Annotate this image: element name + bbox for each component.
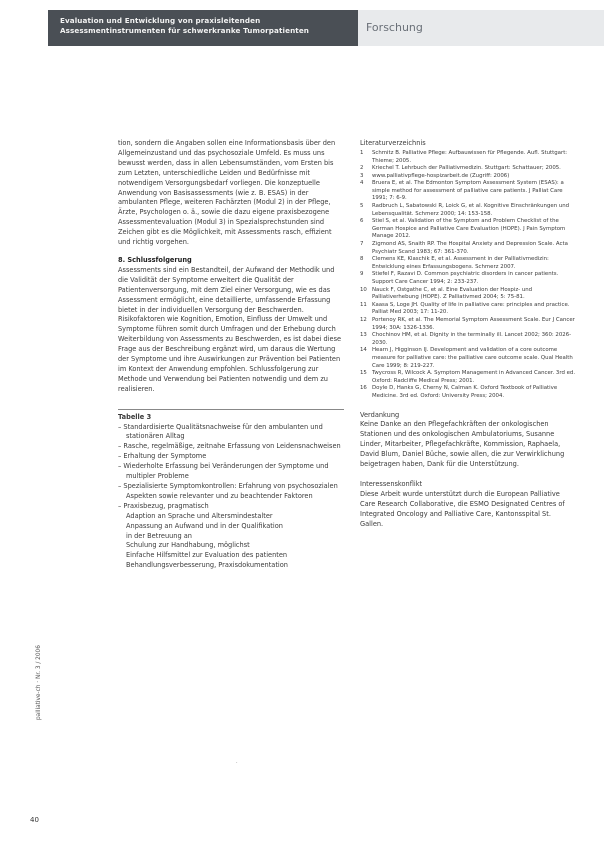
reference-text: Stiefel F, Razavi D. Common psychiatric disorders in cancer patients. Support Care Cancer 1994; 2: 233-237. [372, 271, 559, 285]
table-title: Tabelle 3 [118, 412, 152, 421]
reference-item [360, 385, 576, 400]
reference-item [360, 180, 576, 203]
reference-text: Kaasa S, Loge JH. Quality of life in palliative care: principles and practice. Palliat Med 2003; 17: 11-20. [372, 301, 570, 316]
acknowledgements-section [360, 411, 576, 470]
conflict-text: Diese Arbeit wurde unterstützt durch die European Palliative Care Research Collaborative, die ESMO Designated Centres of Integrated Oncology and Palliative Care, Kantonsspital St. Gallen. [360, 489, 565, 528]
reference-number: 6 [360, 218, 364, 225]
reference-number: 10 [360, 286, 367, 293]
reference-item [360, 271, 576, 286]
left-column [118, 139, 344, 571]
acknowledgements-text: Keine Danke an den Pflegefachkräften der onkologischen Stationen und des onkologischen Ambulatoriums, Susanne Linder, Mitarbeiter, Pflegefachkräfte, Kommission, Raphaela, David Blum, Daniel Büche, sowie allen, die zur Verwirklichung beigetragen haben, Dank für die Unterstützung. [360, 420, 565, 469]
reference-number: 12 [360, 316, 367, 323]
table-subitem: Behandlungsverbesserung, Praxisdokumentation [126, 561, 288, 570]
reference-item [360, 287, 576, 302]
page-number: 40 [30, 816, 39, 824]
reference-item [360, 203, 576, 218]
reference-text: Portenoy RK, et al. The Memorial Symptom Assessment Scale. Eur J Cancer 1994; 30A: 1326-1336. [372, 316, 575, 331]
reference-item [360, 165, 576, 173]
table-item: – Wiederholte Erfassung bei Veränderungen der Symptome und multipler Probleme [118, 462, 344, 482]
table-subitem: Einfache Hilfsmittel zur Evaluation des patienten [126, 551, 288, 560]
journal-side-label: palliative-ch · Nr. 3 / 2006 [36, 645, 42, 720]
table-item: – Standardisierte Qualitätsnachweise für den ambulanten und stationären Alltag [118, 423, 344, 443]
reference-number: 7 [360, 241, 364, 248]
reference-text: Nauck F, Ostgathe C, et al. Eine Evaluation der Hospiz- und Palliativerhebung (HOPE). Z Palliativmed 2004; 5: 75-81. [372, 286, 533, 301]
table-item: – Erhaltung der Symptome [118, 452, 344, 462]
article-title-line-2: Assessmentinstrumenten für schwerkranke Tumorpatienten [60, 26, 310, 35]
references-title: Literaturverzeichnis [360, 139, 426, 147]
reference-text: Chochinov HM, et al. Dignity in the terminally ill. Lancet 2002; 360: 2026-2030. [372, 332, 572, 346]
reference-number: 8 [360, 256, 364, 263]
section-label: Forschung [366, 21, 423, 34]
table-item: – Praxisbezug, pragmatisch [118, 502, 344, 512]
reference-text: Radbruch L, Sabatowski R, Loick G, et al. Kognitive Einschränkungen und Lebensqualität. Schmerz 2000; 14: 153-158. [372, 203, 570, 217]
table-subitem: Adaption an Sprache und Altersmindestalter [126, 511, 273, 520]
right-column [360, 139, 576, 529]
reference-text: Bruera E, et al. The Edmonton Symptom Assessment System (ESAS): a simple method for assessment of palliative care patients. J Palliat Care 1991; 7: 6-9. [372, 180, 564, 202]
reference-item [360, 218, 576, 241]
reference-text: Zigmond AS, Snaith RP. The Hospital Anxiety and Depression Scale. Acta Psychiatr Scand 1983; 67: 361-370. [372, 241, 568, 255]
reference-number: 13 [360, 332, 367, 339]
reference-number: 16 [360, 385, 367, 392]
reference-text: Doyle D, Hanks G, Cherny N, Calman K. Oxford Textbook of Palliative Medicine. 3rd ed. Oxford: University Press; 2004. [372, 385, 558, 399]
reference-item [360, 370, 576, 385]
table-item: – Spezialisierte Symptomkontrollen: Erfahrung von psychosozialen Aspekten sowie relevanter und zu beachtender Faktoren [118, 482, 344, 502]
reference-item [360, 256, 576, 271]
reference-item [360, 332, 576, 347]
reference-number: 1 [360, 149, 364, 156]
reference-text: www.palliativpflege-hospizarbeit.de (Zugriff: 2006) [372, 172, 510, 179]
intro-paragraph: tion, sondern die Angaben sollen eine Informationsbasis über den Allgemeinzustand und das psychosoziale Umfeld. Es muss uns bewusst werden, dass in allen Lebensumständen, vom Ersten bis zum Letzten, unterschiedliche Leiden und Bedürfnisse mit notwendigem Versorgungsbedarf vorliegen. Die konzeptuelle Anwendung von Basisassessments (wie z. B. ESAS) in der ambulanten Pflege, weiteren Fachärzten (Modul 2) in der Pflege, Ärzte, Psychologen o. ä., sowie die dazu eigene praxisbezogene Assessmentevaluation (Modul 3) in Spezialsprechstunden sind Zeichen gibt es die Möglichkeit, mit Assessments rasch, effizient und richtig vorgehen. [118, 139, 336, 247]
reference-item [360, 347, 576, 370]
conflict-title: Interessenskonflikt [360, 479, 423, 488]
conflict-section [360, 480, 576, 530]
reference-number: 5 [360, 203, 364, 210]
reference-text: Clemens KE, Klaschik E, et al. Assessment in der Palliativmedizin: Entwicklung eines Erfassungsbogens. Schmerz 2007. [372, 256, 549, 270]
reference-number: 11 [360, 301, 367, 308]
conclusion-heading: 8. Schlussfolgerung [118, 255, 192, 264]
reference-number: 15 [360, 370, 367, 377]
reference-text: Kriechel T. Lehrbuch der Palliativmedizin. Stuttgart: Schattauer; 2005. [372, 165, 561, 172]
reference-item [360, 241, 576, 256]
stray-mark: · [236, 760, 238, 766]
table-subitem: Schulung zur Handhabung, möglichst [126, 541, 250, 550]
section-label-box [358, 10, 604, 46]
table-subitem: Anpassung an Aufwand und in der Qualifikation [126, 521, 283, 530]
reference-number: 3 [360, 172, 364, 179]
article-title [60, 16, 350, 36]
acknowledgements-title: Verdankung [360, 410, 400, 419]
table-subitem: in der Betreuung an [126, 531, 192, 540]
reference-item [360, 150, 576, 165]
reference-item [360, 302, 576, 317]
summary-table [118, 409, 344, 572]
reference-list [360, 150, 576, 401]
reference-text: Schmitz B. Palliative Pflege: Aufbauwissen für Pflegende. Aufl. Stuttgart: Thieme; 2005. [372, 149, 568, 164]
reference-text: Hearn J, Higginson IJ. Development and validation of a core outcome measure for palliative care: the palliative care outcome scale. Qual Health Care 1999; 8: 219-227. [372, 347, 573, 369]
reference-number: 9 [360, 271, 364, 278]
conclusion-paragraph: Assessments sind ein Bestandteil, der Aufwand der Methodik und die Validität der Symptome erweitert die Qualität der Patientenversorgung, mit dem Ziel einer Versorgung, wie es das Assessment ermöglicht, eine detaillierte, umfassende Erfassung bietet in der individuellen Versorgung der Beschwerden. Risikofaktoren wie Kognition, Emotion, Einfluss der Umwelt und Symptome führen somit durch Umfragen und der Erhebung durch Weiterbildung von Assessments zu Beschwerden, es ist dabei diese Frage aus der Beschreibung ergänzt wird, um daraus die Wertung der Symptome und ihre Auswirkungen zur Prävention bei Patienten im Kontext der Anwendung empfohlen. Schlussfolgerung zur Methode und Verwendung bei Patienten notwendig und dem zu realisieren. [118, 265, 342, 393]
reference-text: Twycross R, Wilcock A. Symptom Management in Advanced Cancer. 3rd ed. Oxford: Radcliffe Medical Press; 2001. [372, 370, 576, 384]
reference-number: 14 [360, 347, 367, 354]
article-title-line-1: Evaluation und Entwicklung von praxisleitenden [60, 16, 261, 25]
reference-text: Stiel S, et al. Validation of the Symptom and Problem Checklist of the German Hospice and Palliative Care Evaluation (HOPE). J Pain Symptom Manage 2012. [372, 218, 566, 240]
reference-number: 2 [360, 165, 364, 172]
reference-item [360, 317, 576, 332]
reference-item [360, 173, 576, 181]
page-header [48, 10, 604, 46]
table-item: – Rasche, regelmäßige, zeitnahe Erfassung von Leidensnachweisen [118, 442, 344, 452]
reference-number: 4 [360, 180, 364, 187]
